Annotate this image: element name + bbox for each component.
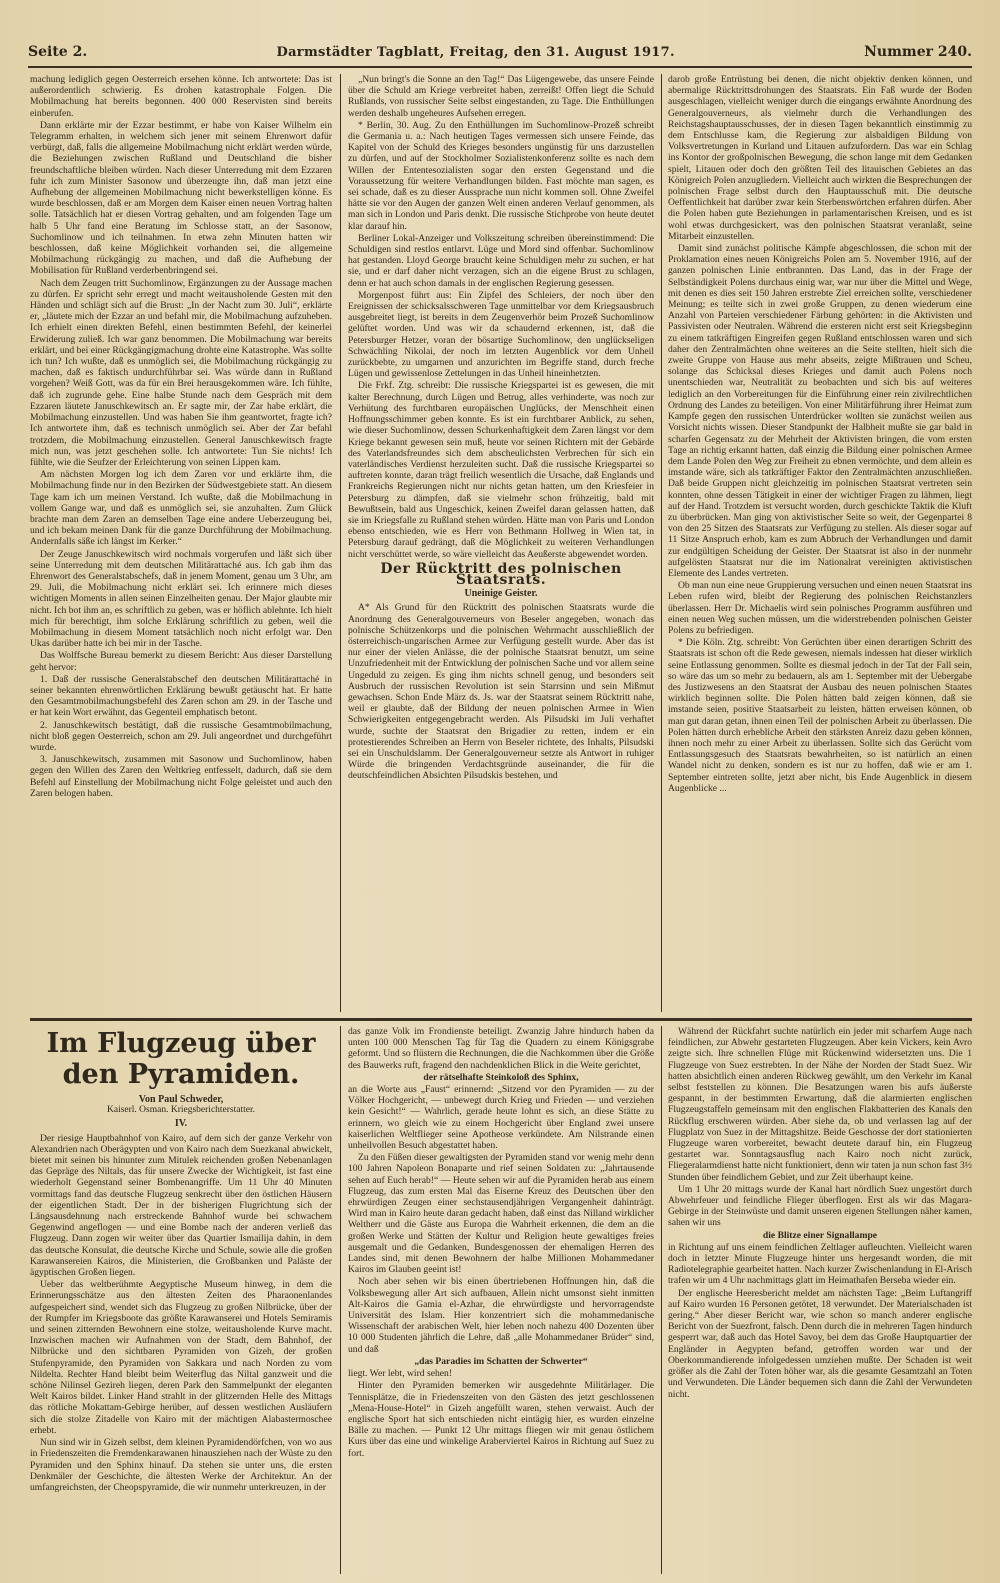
paragraph: Um 1 Uhr 20 mittags wurde der Kanal hart nördlich Suez ungestört durch Abwehrfeuer und feindliche Flieger überflogen. Erst als wir das Magara-Gebirge in der Steinwüste und damit unseren eigenen Stellungen näher kamen, sahen wir uns (668, 1183, 972, 1229)
paragraph: Ueber das weltberühmte Aegyptische Museum hinweg, in dem die Erinnerungsschätze aus den ältesten Zeiten des Pharaonenlandes aufgespeichert sind, wendet sich das Flugzeug zu großen Nilbrücke, über der der Rumpfer im Kriegsboote das größte Karawanserei und Hotels Semiramis und seinen zitternden Bewohnern eine stolze, weitausholende Kurve macht. Inzwischen machen wir Aufnahmen von der Stadt, dem Bahnhof, der Nilbrücke und den sichtbaren Pyramiden von Gizeh, der großen Stufenpyramide, den Pyramiden von Sakkara und nach Norden zu vom Nildelta. Rechter Hand bleibt beim Weiterflug das Niltal ganzweit und die schöne Nilinsel Gezireh liegen, deren Park den Sammelpunkt der eleganten Welt Kairos bildet. Linker Hand strahlt in der glitzernden Helle des Mittags das rötliche Mokattam-Gebirge herüber, auf dessen westlichen Ausläufern sich die stolze Zitadelle von Kairo mit der mächtigen Alabastermoschee erhebt. (30, 1279, 332, 1436)
paragraph: Am nächsten Morgen log ich dem Zaren vor und erklärte ihm, die Mobilmachung finde nur in den Bezirken der Südwestgebiete statt. An diesem Tage kam ich um meinen Verstand. Ich wußte, daß die Mobilmachung in vollem Gange war, und daß es unmöglich sei, sie anzuhalten. Zum Glück brachte man dem Zaren an demselben Tage eine andere Ueberzeugung bei, und ich bekam meinen Dank für die ganze Durchführung der Mobilmachung. Andernfalls säße ich längst im Kerker.“ (30, 469, 332, 548)
author-byline: Von Paul Schweder, (138, 1094, 224, 1105)
paragraph: 3. Januschkewitsch, zusammen mit Sasonow und Suchomlinow, haben gegen den Willen des Zaren den Weltkrieg entfesselt, dadurch, daß sie dem Befehl auf Einstellung der Mobilmachung nicht Folge geleistet und auch den Zaren belogen haben. (30, 754, 332, 799)
column-rule (661, 74, 662, 1012)
paragraph: das ganze Volk im Frondienste beteiligt. Zwanzig Jahre hindurch haben da unten 100 000 Menschen Tag für Tag die Quadern zu einem Königsgrabe geformt. Und so flüstern die Rechnungen, die die Nachkommen über die Größe des Bauwerks ruft, fragend den nachdenklichen Blick in die Weite gerichtet, (348, 1026, 654, 1071)
paragraph: * Berlin, 30. Aug. Zu den Enthüllungen im Suchomlinow-Prozeß schreibt die Germania u. a.: Nach heutigen Tages vermessen sich unsere Feinde, das Kapitel von der Schuld des Krieges besonders ungünstig für uns darzustellen zu dürfen, und auf der Stockholmer Sozialistenkonferenz sollte es nach dem Willen der Ententesozialisten sogar den ersten Gegenstand und die Voraussetzung für weitere Verhandlungen bilden. Fast möchte man sagen, es sei schade, daß es zu dieser Aussprache nun nicht kommen soll. Ohne Zweifel hätte sie vor den Augen der ganzen Welt einen anderen Verlauf genommen, als man sich in London und Paris denkt. Die russische Stichprobe von heute deutet klar darauf hin. (348, 119, 654, 232)
paragraph: Der Zeuge Januschkewitsch wird nochmals vorgerufen und läßt sich über seine Unterredung mit dem deutschen Militärattaché aus. Ich gab ihm das Ehrenwort des Generalstabschefs, daß in jenem Moment, genau um 3 Uhr, am 29. Juli, die Mobilmachung nicht erklärt sei. Ich erinnere mich dieses wichtigen Moments in allen seinen Einzelheiten genau. Der Major glaubte mir nicht. Ich bot ihm an, es schriftlich zu geben, was er höflich ablehnte. Ich hielt mich für berechtigt, ihm solche Erklärung schriftlich zu geben, weil die Mobilmachung in diesem Moment tatsächlich noch nicht erfolgt war. Den Ukas darüber hatte ich bei mir in der Tasche. (30, 548, 332, 650)
feuilleton-column-3 (668, 1026, 972, 1574)
column-1 (30, 74, 332, 1012)
paragraph: Der englische Heeresbericht meldet am nächsten Tage: „Beim Luftangriff auf Kairo wurden 16 Personen getötet, 18 verwundet. Der Materialschaden ist gering.“ Aber dieser Bericht war, wie schon so manch anderer englische Bericht von der Suezfront, falsch. Denn durch die in mehreren Tagen hindurch gesperrt war, daß auch das Hotel Savoy, bei dem das Große Hauptquartier der Engländer in Aegypten befand, getroffen worden war und der Oberkommandierende infolgedessen umziehen mußte. Der Schaden ist weit größer als die Zahl der Toten höher war, als die gesamte Gesamtzahl an Toten und Verwundeten. Die Länder bequemen sich dann die Zahl der Verwundeten nicht. (668, 1287, 972, 1400)
paragraph: an die Worte aus „Faust“ erinnernd: „Sitzend vor den Pyramiden — zu der Völker Hochgericht, — unbewegt durch Krieg und Frieden — und verziehen kein Gesicht!“ — Wahrlich, gerade heute lohnt es sich, an diese Stätte zu erinnern, wo gleich wie zu einem Hochgericht über England zwei unsere kaiserlichen Weltflieger seine Apotheose verkündete. Am Nilstrande einen unheilvollen Besuch abgestattet haben. (348, 1084, 654, 1152)
section-divider (30, 1018, 972, 1021)
feuilleton-column-1 (30, 1026, 332, 1574)
paragraph: A* Als Grund für den Rücktritt des polnischen Staatsrats wurde die Anordnung des Generalgouverneurs von Beseler angegeben, wonach das polnische Schützenkorps und die polnischen Wehrmacht ausschließlich der österreichisch-ungarischen Armee zur Verfügung gestellt wurde. Aber das ist nur einer der vielen Anlässe, die der polnische Staatsrat benutzt, um seine Unzufriedenheit mit der Entwicklung der polnischen Sache und vor allem seine Ungeduld zu zeigen. Es ging ihm nichts schnell genug, und besonders seit Ausbruch der russischen Revolution ist sein Starrsinn und sein Mißmut gewachsen. Schon Ende März ds. Js. war der Staatsrat seinem Rücktritt nahe, weil er glaubte, daß der Bildung der neuen polnischen Armee in Wien Schwierigkeiten entgegengebracht werden. Als Pilsudski im Juli verhaftet wurde, suchte der Staatsrat den Brigadier zu retten, indem er ein protestierendes Schreiben an Herrn von Beseler richtete, des Inhalts, Pilsudski sei ein Unschuldslamm. Der Generalgouverneur setzte als Antwort in ruhiger Würde die bringenden Verdachtsgründe auseinander, die für die deutschfeindlichen Absichten Pilsudskis bestehen, und (348, 602, 654, 782)
part-number: IV. (174, 1118, 188, 1130)
column-rule (340, 74, 341, 1012)
column-rule (340, 1026, 341, 1574)
issue-number: Nummer 240. (864, 44, 972, 60)
paragraph: * Die Köln. Ztg. schreibt: Von Gerüchten über einen derartigen Schritt des Staatsrats ist schon oft die Rede gewesen, niemals indessen hat dieser wirklich seine Entlassung genommen. Sollte es diesmal jedoch in der Tat der Fall sein, so wäre das um so mehr zu bedauern, als am 1. September mit der Uebergabe des Justizwesens an den Staatsrat der Ausbau des neuen polnischen Staates wirklich beginnen sollte. Die Polen hätten bald zeigen können, daß sie imstande seien, positive Staatsarbeit zu leisten, hätten erweisen können, ob man gut daran getan, ihnen einen Teil der polnischen Arbeit zu überlassen. Die Polen hätten durch erhebliche Arbeit den stärksten Anreiz dazu geben können, ihnen noch mehr zu einer Arbeit zu überlassen. Sollte sich das Gerücht vom Entlassungsgesuch des Staatsrats bewahrheiten, so ist natürlich an einen Wandel nicht zu denken, sondern es ist nur zu hoffen, daß wie er am 1. September eintreten sollte, jetzt aber nicht, bis Ende Augenblick in diesem Augenblicke ... (668, 637, 972, 794)
article-heading: Der Rücktritt des polnischen Staatsrats. (380, 560, 622, 588)
paragraph: Der riesige Hauptbahnhof von Kairo, auf dem sich der ganze Verkehr von Alexandrien nach Oberägypten und von Kairo nach dem Suezkanal abwickelt, bietet mit seinen bis hinunter zum Mitulek reichenden großen Nebenanlagen das Gepräge des Niltals, das für unsere Zwecke der Wichtigkeit, ist fast eine wiederholt Gegenstand seiner Bombenangriffe. Um 11 Uhr 40 Minuten vormittags fand das deutsche Flugzeug senkrecht über den östlichen Häusern der eigentlichen Stadt. Der in der bisherigen Flugrichtung sich der Längsausdehnung nach erstreckende Bahnhof wurde bei schwachem Gegenwind angeflogen — und eine Bombe nach der anderen verließ das Flugzeug. Dann zogen wir weiter über das Quartier Ismailija dahin, in dem das deutsche Konsulat, die deutsche Kirche und Schule, sowie alle die großen Karawansereien Kairos, die Ministerien, die Großbanken und Paläste der ägyptischen Großen liegen. (30, 1132, 332, 1279)
column-2 (348, 74, 654, 1012)
paragraph: Dann erklärte mir der Ezzar bestimmt, er habe von Kaiser Wilhelm ein Telegramm erhalten, in welchem sich jener mit seinem Ehrenwort dafür verbürgt, daß, falls die allgemeine Mobilmachung nicht erklärt werden würde, die Beziehungen zwischen Rußland und Deutschland die bisher freundschaftliche bleiben würden. Nach dieser Unterredung mit dem Ezzaren fuhr ich zum Minister Sasonow und überzeugte ihn, daß man jetzt eine Aufhebung der allgemeinen Mobilmachung nicht bewerkstelligen könne. Es wurde beschlossen, daß er am Morgen dem Kaiser einen neuen Vortrag halten solle. Tatsächlich hat er diesen Vortrag gehalten, und am folgenden Tage um halb 5 Uhr fand eine Beratung im Schlosse statt, an der Sasonow, Suchomlinow und ich teilnahmen. In etwa zehn Minuten hatten wir beschlossen, daß keine Möglichkeit vorhanden sei, die allgemeine Mobilmachung rückgängig zu machen, und daß die Aufhebung der Mobilisation für Rußland verderbenbringend sei. (30, 119, 332, 277)
paragraph: Noch aber sehen wir bis einen übertriebenen Hoffnungen hin, daß die Volksbewegung aller Art sich aufbauen, Allein nicht umsonst sieht inmitten Alt-Kairos die Gamia el-Azhar, die ehrwürdigste und hervorragendste Universität des Islam. Hier konzentriert sich die mohammedanische Wissenschaft der arabischen Welt, hier leben noch nahezu 400 Dozenten über 10 000 Studenten jährlich die Lehre, daß „alle Mohammedaner Brüder“ sind, und daß (348, 1276, 654, 1355)
article-subheading: Uneinige Geister. (464, 588, 538, 600)
paragraph: Berliner Lokal-Anzeiger und Volkszeitung schreiben übereinstimmend: Die Schuldigen sind restlos entlarvt. Lüge und Mord sind offenbar. Suchomlinow hat gestanden. Lloyd George braucht keine Schuldigen mehr zu suchen, er hat sie, und er darf daher nicht verzagen, sich an die eigene Brust zu schlagen, denn er hat auch schon damals in der englischen Regierung gesessen. (348, 232, 654, 289)
paragraph: liegt. Wer lebt, wird sehen! (348, 1368, 453, 1380)
paragraph: Ob man nun eine neue Gruppierung versuchen und einen neuen Staatsrat ins Leben rufen wird, bleibt der Regierung des polnischen Reichstanzlers überlassen. Herr Dr. Michaelis wird sein polnisches Programm ausführen und einen neuen Weg suchen müssen, um die widerstrebenden polnischen Geister Polens zu befriedigen. (668, 580, 972, 636)
paragraph: 2. Januschkewitsch bestätigt, daß die russische Gesamtmobilmachung, nicht bloß gegen Oesterreich, schon am 29. Juli angeordnet und durchgeführt wurde. (30, 719, 332, 753)
paragraph: Damit sind zunächst politische Kämpfe abgeschlossen, die schon mit der Proklamation eines neuen Königreichs Polen am 5. November 1916, auf der ganzen polnischen Linie entbrannten. Das Land, das in der Frage der Selbständigkeit Polens durchaus einig war, war nur über die Mittel und Wege, mit denen es dies seit 150 Jahren erstrebte Ziel erreichen sollte, verschiedener Meinung; es teilte sich in zwei große Gruppen, zu denen wiederum eine Anzahl von Parteien verschiedener Färbung gehörten: in die Aktivisten und Passivisten oder Neutralen. Während die ersteren nicht erst seit Kriegsbeginn zu einem tatkräftigen Eingreifen gegen Rußland entschlossen waren und sich daher den Zentralmächten ohne weiteres an die Seite stellten, hielt sich die zweite Gruppe von Hause aus mehr abseits, zeigte Mißtrauen und Scheu, solange das Schicksal dieses Krieges und damit auch Polens noch unentschieden war, Neutralität zu beobachten und sich bis auf weiteres lediglich an den Vorbereitungen für die Einführung einer rein zivilrechtlichen Ordnung des Landes zu beteiligen. Von einer Militärführung ihrer Heimat zum Kampfe gegen den russischen Unterdrücker wollten sie zunächst weilen aus Vorsicht nichts wissen. Dieser Standpunkt der Halbheit mußte sie gar bald in scharfen Gegensatz zu der Mehrheit der Aktivisten bringen, die vom ersten Tage an richtig erkannt hatten, daß einzig die Bildung einer polnischen Armee dem Lande Polen den Weg zur Freiheit zu ebnen vermöchte, und dem allein es imstande wäre, sich als tatkräftiger Faktor den Zentralmächten anzuschließen. Daß beide Gruppen nicht gleichzeitig im polnischen Staatsrat vertreten sein konnten, ohne dessen Tätigkeit in einer der wichtiger Fragen zu lähmen, liegt auf der Hand. Trotzdem ist versucht worden, durch geschickte Taktik die Kluft zu überbrücken. Man ging von aktivistischer Seite so weit, der Gegenpartei 8 von den 25 Sitzen des Staatsrats zur Verfügung zu stellen. Als dieser sogar auf 11 Sitze Anspruch erhob, kam es zum Abbruch der Verhandlungen und damit zur endgültigen Scheidung der Geister. Der Staatsrat ist also in der nunmehr aufgelösten Staatsrat nur die im Nationalrat vereinigten aktivistischen Elemente des Landes vertreten. (668, 243, 972, 579)
column-3 (668, 74, 972, 1012)
paragraph: „Nun bringt's die Sonne an den Tag!“ Das Lügengewebe, das unsere Feinde über die Schuld am Kriege verbreitet haben, zerreißt! Offen liegt die Schuld Rußlands, von russischer Seite selbst eingestanden, zu Tage. Die Enthüllungen werden deshalb ungeheures Aufsehen erregen. (348, 74, 654, 119)
column-rule (661, 1026, 662, 1574)
paragraph: Das Wolffsche Bureau bemerkt zu diesem Bericht: Aus dieser Darstellung geht hervor: (30, 650, 332, 673)
inline-heading: die Blitze einer Signallampe (762, 1229, 878, 1241)
paragraph: Während der Rückfahrt suchte natürlich ein jeder mit scharfem Auge nach feindlichen, zur Abwehr gestarteten Flugzeugen. Aber kein Vickers, kein Avro zeigte sich. Ihre schnellen Flüge mit Rückenwind widersetzten uns. Die 1 Flugzeuge von Suez erstrebten. In der Nähe der Norden der Stadt Suez. Wir hatten absichtlich einen anderen Rückweg gewählt, um den Verkehr im Kanal selbst feststellen zu können. Die Besatzungen waren bis aufs äußerste gespannt, in der bestimmten Erwartung, daß die alarmierten englischen Flugzeugstaffeln gemeinsam mit den englischen Flakbatterien des Kanals den Rückflug erschweren würden. Aber siehe da, ob und verlassen lag auf der Flugplatz von Suez in der Mittagshitze. Beide Geschosse der dort stationierten Flugzeuge waren vorbereitet, bewacht deutete darauf hin, ein Flugzeug gestartet war. Sonntagsausflug nach Kairo noch nicht zurück, Fliegeralarmdienst hatte nicht funktioniert, denn wir taten ja nun schon fast 3½ Stunden über feindlichem Gebiet, und zur Zeit überhaupt keine. (668, 1026, 972, 1183)
inline-heading: „das Paradies im Schatten der Schwerter“ (414, 1355, 588, 1367)
masthead-line: Darmstädter Tagblatt, Freitag, den 31. August 1917. (276, 45, 675, 60)
inline-heading: der rätselhafte Steinkoloß des Sphinx, (423, 1071, 579, 1083)
paragraph: Nach dem Zeugen tritt Suchomlinow, Ergänzungen zu der Aussage machen zu dürfen. Er spricht sehr erregt und macht weitausholende Gesten mit den Händen und schlägt sich auf die Brust: „In der Nacht zum 30. Juli“, erklärte er, „läutete mich der Ezzar an und befahl mir, die Mobilmachung aufzuheben. Ich erhielt einen direkten Befehl, einen bestimmten Befehl, der keinerlei Erwiderung zuließ. Ich war ganz benommen. Die Mobilmachung war bereits erklärt, und bei einer Rückgängigmachung drohte eine Katastrophe. Was sollte ich tun? Ich wußte, daß es unmöglich sei, die Mobilmachung rückgängig zu machen, daß es faktisch undurchführbar sei. Was würde dann in Rußland vorgehen? Weiß Gott, was da für ein Brei herausgekommen wäre. Ich fühlte, daß ich zugrunde gehe. Eine halbe Stunde nach dem Gespräch mit dem Ezzaren läutete Januschkewitsch an. Er sagte mir, der Zar habe erklärt, die Mobilmachung einzustellen. Und was haben Sie ihm geantwortet, fragte ich? Ich antwortete ihm, daß es technisch unmöglich sei. Aber der Zar befahl trotzdem, die Mobilmachung einzustellen. General Januschkewitsch fragte mich nun, was jetzt geschehen solle. Ich antwortete: Tun Sie nichts! Ich fühlte, wie die Seufzer der Erleichterung von seinen Lippen kam. (30, 277, 332, 468)
paragraph: Hinter den Pyramiden bemerken wir ausgedehnte Militärlager. Die Tennisplätze, die in Friedenszeiten von den Gästen des jetzt geschlossenen „Mena-House-Hotel“ in Gizeh angefüllt waren, stehen verwaist. Auch der englische Sport hat sich entschieden nicht eintägig hier, es wurden einzelne Bälle zu machen. — Punkt 12 Uhr mittags fliegen wir mit genau östlichem Kurs über das eine und winkelige Araberviertel Kairos in Richtung auf Suez zu fort. (348, 1380, 654, 1459)
paragraph: darob große Entrüstung bei denen, die nicht objektiv denken können, und abermalige Rücktrittsdrohungen des Staatsrats. Ein Faß wurde der Boden ausgeschlagen, vielleicht weniger durch die eingangs erwähnte Anordnung des Generalgouverneurs, als vielmehr durch die Verhandlungen des Reichstagshauptausschusses, der in diesen Tagen bekanntlich einstimmig zu dem Entschlusse kam, die Regierung zur alsbaldigen Bildung von Volksvertretungen in Kurland und Litauen aufzufordern. Das war ein Schlag ins Kontor der großpolnischen Bewegung, die schon lange mit dem Gedanken spielt, Litauen oder doch den größten Teil des litauischen Gebietes an das Königreich Polen anzugliedern. Vielleicht auch wirkten die Besprechungen der polnischen Frage selbst durch den Hauptausschuß mit. Die deutsche Oeffentlichkeit hat darüber zwar kein Sterbenswörtchen erfahren dürfen. Aber die Polen haben gute Beziehungen in parlamentarischen Kreisen, und es ist wohl etwas durchgesickert, was den polnischen Staatsrat veranlaßt, seine Mitarbeit einzustellen. (668, 74, 972, 242)
feuilleton-column-2 (348, 1026, 654, 1574)
author-role: Kaiserl. Osman. Kriegsberichterstatter. (107, 1105, 255, 1116)
paragraph: in Richtung auf uns einem feindlichen Zeltlager aufleuchten. Vielleicht waren doch in letzter Minute Flugzeuge hinter uns hergesandt worden, die mit Radiotelegraphie gearbeitet hatten. Nach kurzer Zwischenlandung in El-Arisch trafen wir um 4 Uhr nachmittags glatt im Heimathafen Berseba wieder ein. (668, 1241, 972, 1287)
paragraph: machung lediglich gegen Oesterreich ersehen könne. Ich antwortete: Das ist außerordentlich schwierig. Es drohen katastrophale Folgen. Die Mobilmachung hat bereits begonnen. 400 000 Reservisten sind bereits einberufen. (30, 74, 332, 119)
feuilleton-title: Im Flugzeug über den Pyramiden. (46, 1028, 316, 1090)
page-number: Seite 2. (28, 44, 88, 60)
paragraph: Zu den Füßen dieser gewaltigsten der Pyramiden stand vor wenig mehr denn 100 Jahren Napoleon Bonaparte und rief seinen Soldaten zu: „Jahrtausende sehen auf Euch herab!“ — Heute sehen wir auf die Pyramiden herab aus einem Flugzeug, das zum ersten Mal das Eiserne Kreuz des Deutschen über den ehrwürdigen Zeugen einer sechstausendjährigen Vergangenheit dahinträgt. Wird man in Kairo heute daran gedacht haben, daß einst das Nilland wirklicher Weltherr und die Gäste aus Europa die Wahrheit erkennen, die dem an die großen Werke und Stätten der Kultur und Religion heute gewaltiges freies ausgemalt und die Gedanken, Bundesgenossen der ehemaligen Herren des Landes sind, mit denen Bewohnern der halbe Millionen Mohammedaner Kairos im Glauben geeint ist! (348, 1152, 654, 1276)
paragraph: 1. Daß der russische Generalstabschef den deutschen Militärattaché in seiner bekannten ehrenwörtlichen Erklärung bewußt getäuscht hat. Er hatte den Gesamtmobilmachungsbefehl des Zaren schon am 29. in der Tasche und er hat kein Wort erwähnt, das Gegenteil emphatisch betont. (30, 673, 332, 719)
paragraph: Nun sind wir in Gizeh selbst, dem kleinen Pyramidendörfchen, von wo aus in Friedenszeiten die Fremdenkarawanen hinausziehen nach der Wüste zu den Pyramiden und den Sphinx hinauf. Da stehen sie unter uns, die ersten Denkmäler der Geschichte, die ältesten Werke der Architektur. An der umfangreichsten, der Cheopspyramide, die wir nunmehr unterkreuzen, in der (30, 1437, 332, 1493)
page-header (28, 44, 972, 68)
paragraph: Die Frkf. Ztg. schreibt: Die russische Kriegspartei ist es gewesen, die mit kalter Berechnung, durch Lügen und Betrug, alles verhinderte, was noch zur Verhütung des furchtbaren europäischen Unglücks, der Menschheit einen Hoffnungsschimmer geben konnte. Es ist ein furchtbarer Anblick, zu sehen, wie dieser Suchomlinow, dessen Schurkenhaftigkeit dem Zaren längst vor dem Kriege bekannt gewesen sein muß, heute vor seinen Richtern mit der Gebärde des Vaterlandsfreundes sich dem abscheulichsten Verbrechen für sich ein vaterländisches Verdienst herzuleiten sucht. Daß die russische Kriegspartei so auftreten konnte, daran trägt freilich wesentlich die Ursache, daß Englands und Frankreichs Regierungen nicht nur nichts getan hatten, um den Kriesfeier in Petersburg zu dämpfen, daß sie vielmehr schon frühzeitig, bald mit Bewußtsein, bald aus Ungeschick, keinen Zweifel daran gelassen hatten, daß sie im Kriegsfalle zu Rußland stehen würden. Hätte man von Paris und London ebenso entschieden, wie es Herr von Bethmann Hollweg in Wien tat, in Petersburg darauf gedrängt, daß die Möglichkeit zu weiteren Verhandlungen nicht verschüttet werde, so wäre vielleicht das Aeußerste abgewendet worden. (348, 380, 654, 560)
paragraph: Morgenpost führt aus: Ein Zipfel des Schleiers, der noch über den Ereignissen der schicksalsschweren Tage unmittelbar vor dem Kriegsausbruch ausgebreitet liegt, ist bereits in dem Zeugenverhör beim Prozeß Suchomlinow gelüftet worden. Und was wir da schaudernd erkennen, ist, daß die Petersburger Hetzer, voran der bösartige Suchomlinow, den unglückseligen Schwächling Nikolai, der noch im letzten Augenblick vor dem Unheil zurückbebte, zu umgarnen und anzurichten im Begriffe stand, durch freche Lügen und gewissenlose Zettelungen in das Unheil hineinhetzten. (348, 289, 654, 380)
